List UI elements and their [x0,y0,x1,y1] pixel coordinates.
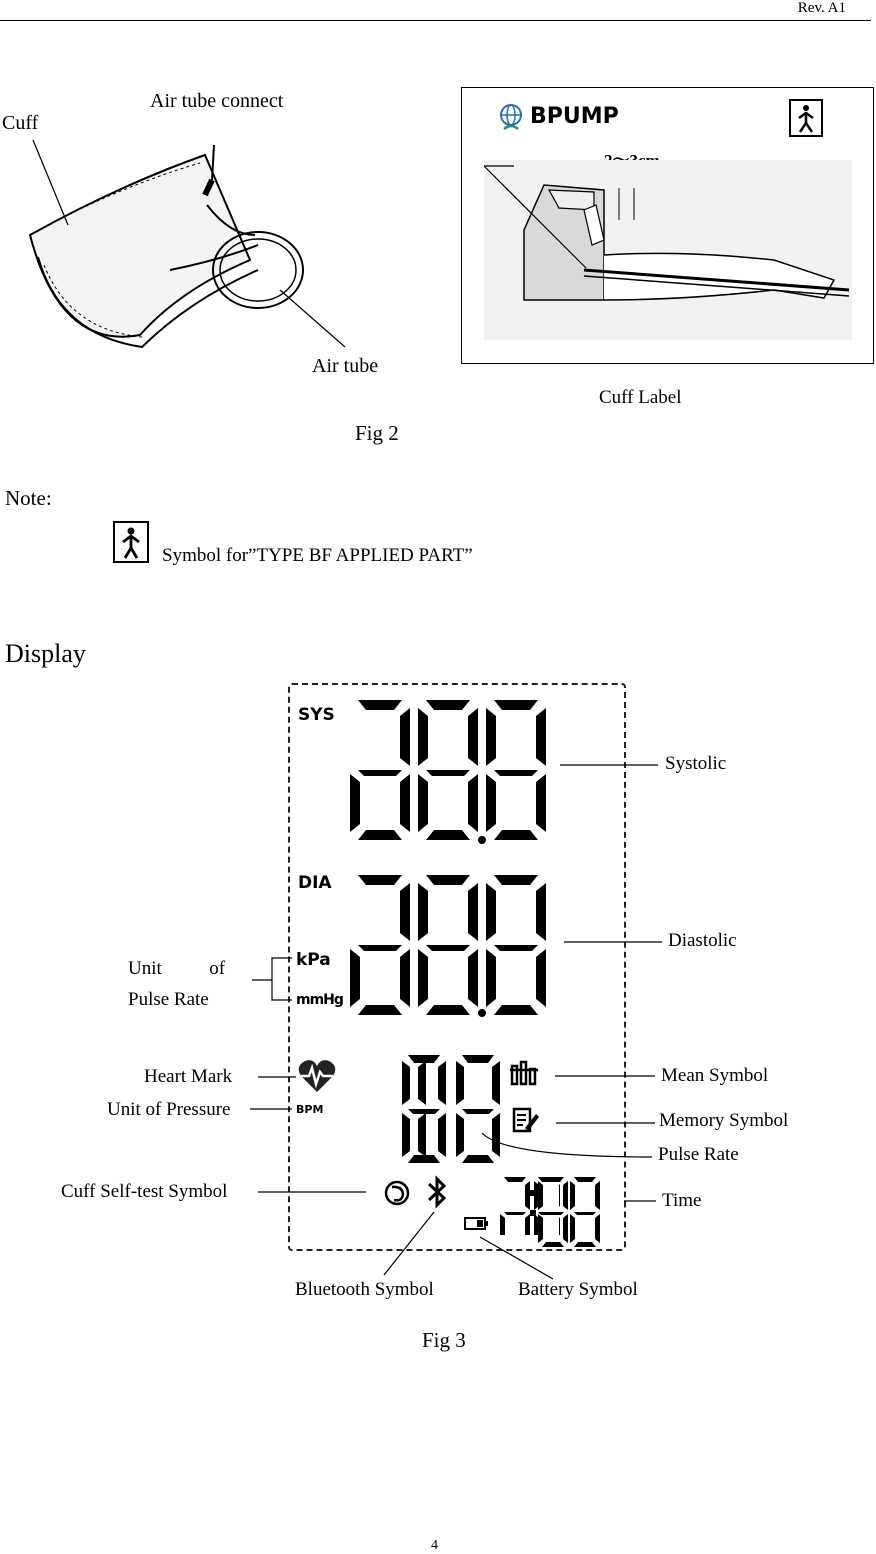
cuff-label-caption: Cuff Label [599,387,682,408]
fig2-caption: Fig 2 [355,421,399,445]
bluetooth-callout: Bluetooth Symbol [295,1279,434,1300]
memory-symbol-callout: Memory Symbol [659,1110,789,1131]
air-tube-callout: Air tube [312,355,379,377]
mmhg-label: mmHg [296,992,343,1008]
unit-of-pressure-callout: Unit of Pressure [107,1099,231,1120]
arm-diagram [484,150,854,342]
battery-callout: Battery Symbol [518,1279,638,1300]
kpa-label: kPa [296,950,331,970]
cuff-self-test-callout: Cuff Self-test Symbol [61,1181,228,1202]
diastolic-callout: Diastolic [668,930,737,951]
mean-symbol-callout: Mean Symbol [661,1065,769,1086]
revision-label: Rev. A1 [797,0,846,16]
sys-label: SYS [298,705,335,725]
fig3-caption: Fig 3 [422,1328,466,1352]
person-bf-icon [113,521,149,563]
air-tube-connect-callout: Air tube connect [150,90,284,112]
pulse-rate-unit-callout: Pulse Rate [128,989,209,1010]
systolic-callout: Systolic [665,753,727,774]
cuff-label-box [461,87,874,364]
unit-of-callout: Unit of [128,958,226,979]
header-rule [0,20,871,21]
person-bf-icon [789,99,823,137]
display-heading: Display [5,639,86,668]
cuff-callout: Cuff [2,112,39,134]
time-callout: Time [662,1190,702,1211]
cuff-illustration [0,85,410,385]
heart-mark-callout: Heart Mark [144,1066,233,1087]
dia-label: DIA [298,873,332,893]
pulse-rate-callout: Pulse Rate [658,1144,739,1165]
note-symbol-text: Symbol for”TYPE BF APPLIED PART” [162,545,473,566]
bpm-label: BPM [296,1103,324,1116]
note-heading: Note: [5,486,52,510]
globe-logo-icon [496,103,526,133]
brand-name: BPUMP [530,104,619,129]
page-number: 4 [431,1538,438,1553]
